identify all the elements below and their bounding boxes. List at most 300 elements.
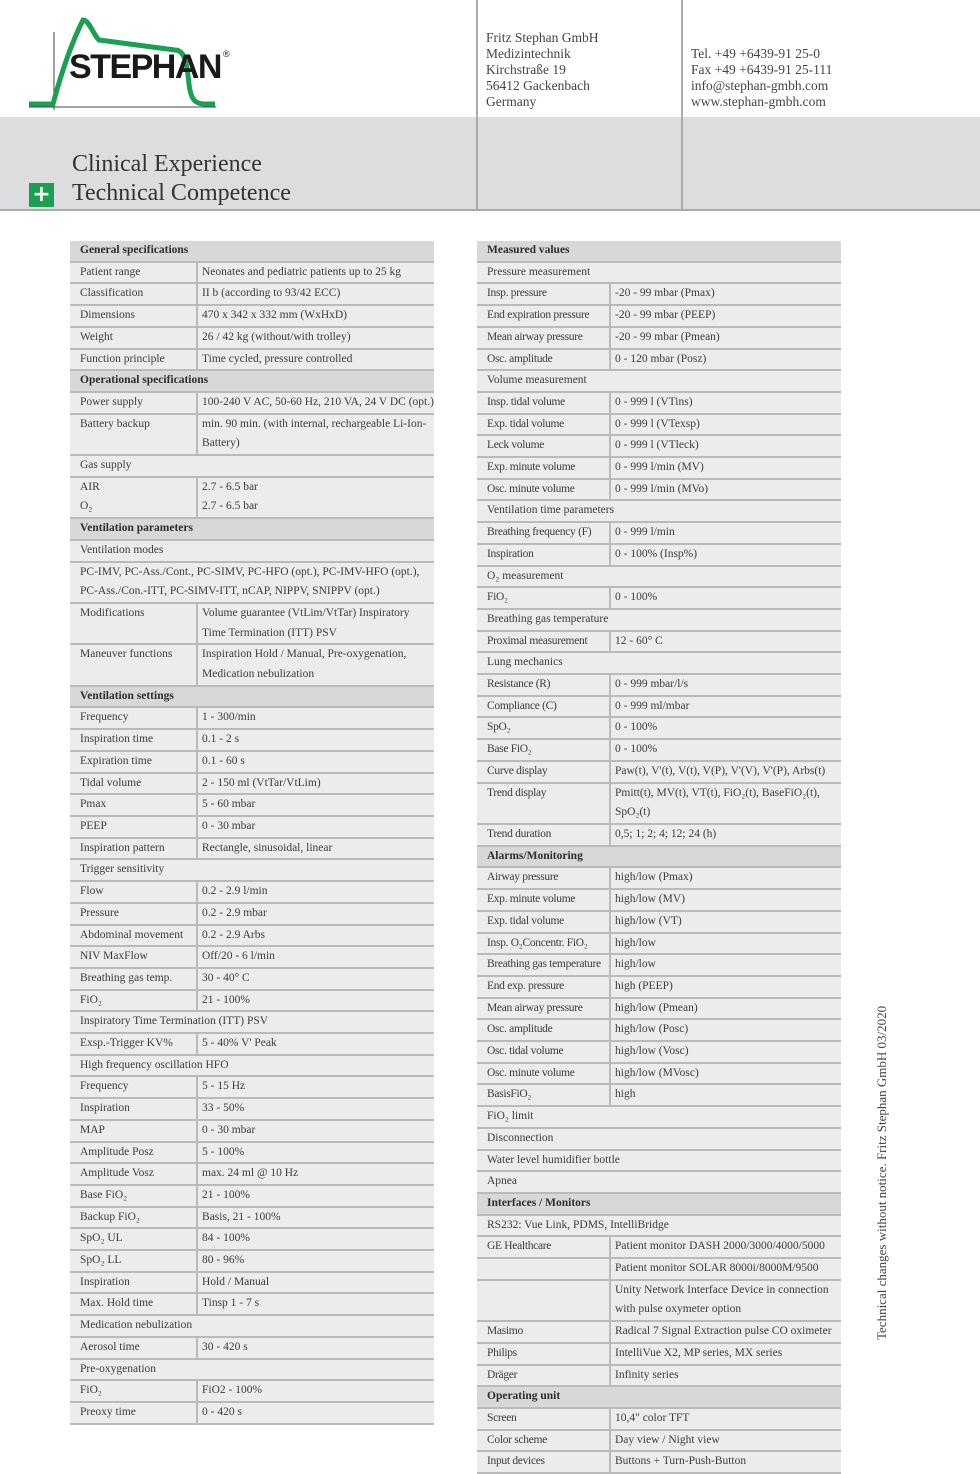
section-header — [477, 1194, 841, 1216]
address-line: Fritz Stephan GmbH — [486, 30, 599, 45]
spec-label: FiO₂ — [70, 991, 198, 1011]
spec-label: FiO₂ — [70, 1381, 198, 1401]
subsection-label: Inspiratory Time Termination (ITT) PSV — [80, 1015, 269, 1028]
spec-label: Airway pressure — [477, 868, 611, 888]
spec-row — [477, 697, 841, 719]
subsection-row — [477, 263, 841, 285]
spec-label: Breathing gas temp. — [70, 969, 198, 989]
spec-row — [477, 545, 841, 567]
spec-value: 80 - 96% — [202, 1254, 245, 1267]
spec-value: Rectangle, sinusoidal, linear — [202, 841, 333, 854]
header-divider — [0, 209, 980, 211]
address-line: Kirchstraße 19 — [486, 62, 566, 77]
spec-label: Inspiration — [70, 1273, 198, 1293]
spec-label: Osc. tidal volume — [477, 1042, 611, 1062]
spec-row — [477, 1452, 841, 1474]
spec-value: 2.7 - 6.5 bar — [202, 500, 258, 513]
spec-row — [477, 436, 841, 458]
spec-value: Volume guarantee (VtLim/VtTar) Inspiratory Time Termination (ITT) PSV — [202, 606, 410, 639]
spec-label: Osc. minute volume — [477, 480, 611, 500]
spec-label: Color scheme — [477, 1431, 611, 1451]
subsection-label: Ventilation modes — [80, 543, 164, 556]
spec-label: SpO₂ UL — [70, 1229, 198, 1249]
spec-label: Patient range — [70, 263, 198, 283]
spec-row — [70, 991, 434, 1013]
spec-label: Insp. pressure — [477, 284, 611, 304]
spec-value: high/low (VT) — [615, 914, 682, 927]
subsection-row — [477, 371, 841, 393]
spec-value: 5 - 100% — [202, 1145, 245, 1158]
spec-value: Unity Network Interface Device in connection with pulse oxymeter option — [615, 1283, 829, 1316]
section-header — [477, 1387, 841, 1409]
spec-row — [70, 904, 434, 926]
spec-label: Trend display — [477, 784, 611, 823]
spec-row — [477, 955, 841, 977]
spec-value: high/low (Pmax) — [615, 871, 693, 884]
spec-row — [70, 795, 434, 817]
spec-value: 0 - 999 l (VTleck) — [615, 439, 699, 452]
website-link[interactable]: www.stephan-gmbh.com — [691, 94, 826, 109]
spec-label: Exp. minute volume — [477, 458, 611, 478]
spec-value: Radical 7 Signal Extraction pulse CO oximeter — [615, 1325, 832, 1338]
spec-row — [70, 1099, 434, 1121]
tagline-line-1: Clinical Experience — [72, 151, 262, 177]
spec-value: -20 - 99 mbar (Pmean) — [615, 330, 720, 343]
spec-row — [70, 1186, 434, 1208]
spec-table-right — [477, 241, 841, 1474]
spec-label: NIV MaxFlow — [70, 947, 198, 967]
spec-value: 0 - 999 l/min — [615, 526, 675, 539]
spec-value: -20 - 99 mbar (Pmax) — [615, 287, 715, 300]
stephan-logo — [25, 14, 230, 114]
logo-wordmark: STEPHAN — [69, 48, 221, 86]
spec-label: Classification — [70, 284, 198, 304]
spec-label: Function principle — [70, 350, 198, 370]
spec-value: Pmitt(t), MV(t), VT(t), FiO₂(t), BaseFiO₂(t), SpO₂(t) — [615, 786, 820, 819]
spec-label: Trend duration — [477, 825, 611, 845]
subsection-label: PC-IMV, PC-Ass./Cont., PC-SIMV, PC-HFO (opt.), PC-IMV-HFO (opt.), PC-Ass./Con.-ITT, PC-SIMV-ITT, nCAP, NIPPV, SNIPPV (opt.) — [80, 565, 420, 598]
spec-value: 26 / 42 kg (without/with trolley) — [202, 330, 351, 343]
spec-row — [70, 926, 434, 948]
spec-label: Amplitude Vosz — [70, 1164, 198, 1184]
spec-row — [70, 1273, 434, 1295]
spec-row — [477, 1344, 841, 1366]
spec-value: 0 - 999 ml/mbar — [615, 699, 690, 712]
spec-row — [70, 263, 434, 285]
spec-label: Inspiration — [70, 1099, 198, 1119]
spec-value: 30 - 40° C — [202, 971, 250, 984]
spec-label: Breathing frequency (F) — [477, 523, 611, 543]
spec-row — [477, 1064, 841, 1086]
spec-label: Breathing gas temperature — [477, 955, 611, 975]
spec-label: Dräger — [477, 1366, 611, 1386]
spec-row — [70, 415, 434, 456]
spec-label: Insp. O₂Concentr. FiO₂ — [477, 934, 611, 954]
spec-row — [477, 912, 841, 934]
spec-value: max. 24 ml @ 10 Hz — [202, 1167, 299, 1180]
spec-row — [70, 1077, 434, 1099]
spec-row — [477, 934, 841, 956]
spec-label: Philips — [477, 1344, 611, 1364]
spec-value: 0,5; 1; 2; 4; 12; 24 (h) — [615, 827, 717, 840]
tagline-line-2: Technical Competence — [72, 180, 291, 206]
spec-label: MAP — [70, 1121, 198, 1141]
section-title: General specifications — [80, 244, 189, 256]
subsection-row — [70, 1360, 434, 1382]
spec-row — [70, 1143, 434, 1165]
spec-value: 84 - 100% — [202, 1232, 250, 1245]
spec-row — [70, 604, 434, 645]
spec-value: Inspiration Hold / Manual, Pre-oxygenation, Medication nebulization — [202, 648, 407, 681]
spec-label: Pressure — [70, 904, 198, 924]
spec-row — [477, 588, 841, 610]
subsection-row — [477, 1129, 841, 1151]
spec-value: FiO2 - 100% — [202, 1384, 263, 1397]
spec-row — [477, 523, 841, 545]
spec-value: II b (according to 93/42 ECC) — [202, 287, 341, 300]
spec-label: End expiration pressure — [477, 306, 611, 326]
section-header — [70, 687, 434, 709]
spec-label: Backup FiO₂ — [70, 1208, 198, 1228]
subsection-label: Apnea — [487, 1175, 518, 1188]
spec-row — [70, 817, 434, 839]
spec-value: 0 - 999 l (VTins) — [615, 395, 693, 408]
spec-label: SpO₂ LL — [70, 1251, 198, 1271]
spec-label: Inspiration pattern — [70, 839, 198, 859]
section-header — [477, 241, 841, 263]
spec-value: 5 - 15 Hz — [202, 1080, 246, 1093]
spec-row — [477, 1020, 841, 1042]
spec-row — [70, 730, 434, 752]
email-link[interactable]: info@stephan-gmbh.com — [691, 78, 829, 93]
subsection-label: High frequency oscillation HFO — [80, 1058, 229, 1071]
spec-value: 0 - 999 l (VTexsp) — [615, 417, 700, 430]
spec-row — [477, 328, 841, 350]
section-header — [70, 241, 434, 263]
company-contact — [691, 46, 832, 110]
subsection-row — [70, 456, 434, 478]
subsection-label: Pre-oxygenation — [80, 1362, 157, 1375]
spec-row — [70, 708, 434, 730]
spec-value: -20 - 99 mbar (PEEP) — [615, 309, 716, 322]
spec-row — [70, 774, 434, 796]
spec-value: 0 - 120 mbar (Posz) — [615, 352, 707, 365]
subsection-row — [477, 1216, 841, 1238]
spec-row — [477, 999, 841, 1021]
spec-label: Exsp.-Trigger KV% — [70, 1034, 198, 1054]
spec-value: 0.1 - 60 s — [202, 754, 245, 767]
spec-label: Proximal measurement — [477, 632, 611, 652]
subsection-label: Medication nebulization — [80, 1319, 193, 1332]
spec-value: 0.2 - 2.9 l/min — [202, 885, 268, 898]
spec-label: PEEP — [70, 817, 198, 837]
spec-label: Input devices — [477, 1452, 611, 1472]
spec-row — [477, 350, 841, 372]
spec-row — [70, 1294, 434, 1316]
spec-label: Osc. amplitude — [477, 1020, 611, 1040]
spec-value: 30 - 420 s — [202, 1340, 248, 1353]
spec-row — [477, 415, 841, 437]
spec-row — [70, 752, 434, 774]
spec-label: Battery backup — [70, 415, 198, 454]
fax: Fax +49 +6439-91 25-111 — [691, 62, 833, 77]
spec-label: Power supply — [70, 393, 198, 413]
subsection-row — [70, 541, 434, 563]
spec-value: 21 - 100% — [202, 993, 250, 1006]
spec-value: 100-240 V AC, 50-60 Hz, 210 VA, 24 V DC (opt.) — [202, 395, 434, 408]
spec-row — [477, 868, 841, 890]
spec-value: 5 - 60 mbar — [202, 798, 256, 811]
header-column-divider — [476, 0, 478, 210]
spec-row — [477, 1322, 841, 1344]
spec-table-left — [70, 241, 434, 1425]
section-title: Alarms/Monitoring — [487, 849, 583, 862]
subsection-row — [70, 1316, 434, 1338]
spec-row — [477, 675, 841, 697]
spec-label: Base FiO₂ — [477, 740, 611, 760]
spec-label: Masimo — [477, 1322, 611, 1342]
spec-row — [477, 306, 841, 328]
spec-value: 0 - 100% (Insp%) — [615, 547, 698, 560]
spec-value: 0.2 - 2.9 Arbs — [202, 928, 265, 941]
company-address — [486, 30, 599, 110]
spec-label: Leck volume — [477, 436, 611, 456]
spec-value: high — [615, 1088, 636, 1101]
spec-row — [477, 284, 841, 306]
spec-label: Dimensions — [70, 306, 198, 326]
spec-label: Preoxy time — [70, 1403, 198, 1423]
spec-value: high/low (Posc) — [615, 1023, 689, 1036]
spec-row — [477, 1085, 841, 1107]
spec-label: Flow — [70, 882, 198, 902]
subsection-row — [70, 1012, 434, 1034]
spec-row — [477, 762, 841, 784]
subsection-label: FiO₂ limit — [487, 1110, 534, 1123]
spec-value: min. 90 min. (with internal, rechargeable Li-Ion-Battery) — [202, 417, 427, 450]
logo-wordmark-group — [69, 50, 230, 84]
spec-value: high/low (Pmean) — [615, 1001, 698, 1014]
section-header — [70, 519, 434, 541]
spec-value: Buttons + Turn-Push-Button — [615, 1455, 747, 1468]
spec-value: 0 - 30 mbar — [202, 1123, 256, 1136]
spec-row — [70, 393, 434, 415]
spec-label: Pmax — [70, 795, 198, 815]
subsection-row — [477, 501, 841, 523]
spec-label: Exp. tidal volume — [477, 415, 611, 435]
subsection-row — [477, 567, 841, 589]
spec-label: Maneuver functions — [70, 645, 198, 684]
spec-value: 1 - 300/min — [202, 711, 256, 724]
spec-label: Amplitude Posz — [70, 1143, 198, 1163]
spec-label: Base FiO₂ — [70, 1186, 198, 1206]
spec-label: BasisFiO₂ — [477, 1085, 611, 1105]
spec-row — [70, 1164, 434, 1186]
spec-label: Insp. tidal volume — [477, 393, 611, 413]
spec-label: O₂ — [70, 497, 198, 517]
spec-row — [70, 1208, 434, 1230]
spec-value: 33 - 50% — [202, 1102, 245, 1115]
spec-row — [70, 947, 434, 969]
spec-value: 0.1 - 2 s — [202, 733, 240, 746]
spec-value: 0 - 100% — [615, 721, 658, 734]
spec-label: Max. Hold time — [70, 1294, 198, 1314]
spec-label: Tidal volume — [70, 774, 198, 794]
spec-row — [70, 882, 434, 904]
disclaimer-note: Technical changes without notice. Fritz Stephan GmbH 03/2020 — [874, 1005, 889, 1340]
spec-label: Compliance (C) — [477, 697, 611, 717]
spec-value: 0 - 999 l/min (MV) — [615, 461, 704, 474]
subsection-label: O₂ measurement — [487, 569, 564, 582]
spec-label: GE Healthcare — [477, 1237, 611, 1257]
section-header — [70, 371, 434, 393]
spec-row — [70, 645, 434, 686]
address-line: Medizintechnik — [486, 46, 571, 61]
spec-label: Curve display — [477, 762, 611, 782]
spec-value: 0 - 420 s — [202, 1405, 242, 1418]
subsection-row — [477, 1107, 841, 1129]
spec-value: 0 - 999 l/min (MVo) — [615, 482, 709, 495]
subsection-row — [70, 563, 434, 604]
spec-value: 12 - 60° C — [615, 634, 663, 647]
subsection-row — [477, 1151, 841, 1173]
section-title: Interfaces / Monitors — [487, 1196, 591, 1209]
spec-row — [70, 478, 434, 498]
spec-label: Modifications — [70, 604, 198, 643]
spec-label: Resistance (R) — [477, 675, 611, 695]
spec-label: Osc. amplitude — [477, 350, 611, 370]
spec-row — [477, 1042, 841, 1064]
plus-icon: + — [29, 183, 54, 207]
spec-row — [477, 1237, 841, 1259]
subsection-row — [477, 1172, 841, 1194]
spec-row — [477, 480, 841, 502]
spec-value: high/low — [615, 958, 656, 971]
spec-row — [477, 718, 841, 740]
spec-label: FiO₂ — [477, 588, 611, 608]
spec-row — [477, 1259, 841, 1281]
spec-row — [70, 328, 434, 350]
subsection-row — [70, 1056, 434, 1078]
spec-label: Inspiration — [477, 545, 611, 565]
spec-label: Screen — [477, 1409, 611, 1429]
spec-row — [477, 977, 841, 999]
spec-value: 470 x 342 x 332 mm (WxHxD) — [202, 309, 348, 322]
spec-value: Neonates and pediatric patients up to 25 kg — [202, 265, 401, 278]
tagline — [72, 150, 291, 208]
spec-label: Abdominal movement — [70, 926, 198, 946]
spec-row — [477, 458, 841, 480]
spec-value: Infinity series — [615, 1368, 679, 1381]
spec-value: Off/20 - 6 l/min — [202, 950, 275, 963]
subsection-label: Gas supply — [80, 459, 132, 472]
subsection-label: Trigger sensitivity — [80, 863, 165, 876]
subsection-label: Disconnection — [487, 1131, 554, 1144]
spec-value: Time cycled, pressure controlled — [202, 352, 353, 365]
spec-label: Inspiration time — [70, 730, 198, 750]
section-title: Operating unit — [487, 1390, 561, 1403]
subsection-row — [477, 653, 841, 675]
spec-label: Frequency — [70, 1077, 198, 1097]
spec-value: 0.2 - 2.9 mbar — [202, 906, 267, 919]
spec-row — [477, 632, 841, 654]
spec-label: Osc. minute volume — [477, 1064, 611, 1084]
spec-value: 0 - 30 mbar — [202, 819, 256, 832]
spec-value: 0 - 100% — [615, 743, 658, 756]
spec-value: 10,4" color TFT — [615, 1411, 690, 1424]
spec-row — [477, 1281, 841, 1322]
spec-row — [70, 1121, 434, 1143]
spec-row — [70, 1034, 434, 1056]
registered-mark: ® — [222, 49, 230, 59]
spec-row — [70, 1338, 434, 1360]
spec-row — [477, 825, 841, 847]
section-title: Measured values — [487, 244, 570, 256]
spec-row — [70, 306, 434, 328]
spec-label: Aerosol time — [70, 1338, 198, 1358]
spec-value: IntelliVue X2, MP series, MX series — [615, 1346, 783, 1359]
spec-row — [70, 284, 434, 306]
spec-label: Mean airway pressure — [477, 999, 611, 1019]
spec-label: Expiration time — [70, 752, 198, 772]
address-line: 56412 Gackenbach — [486, 78, 590, 93]
spec-row — [70, 350, 434, 372]
spec-value: high/low (Vosc) — [615, 1045, 689, 1058]
spec-row — [70, 497, 434, 519]
spec-value: Paw(t), V'(t), V(t), V(P), V'(V), V'(P), Arbs(t) — [615, 764, 826, 777]
subsection-label: Breathing gas temperature — [487, 612, 609, 625]
spec-value: Patient monitor DASH 2000/3000/4000/5000 — [615, 1240, 825, 1253]
subsection-label: Volume measurement — [487, 374, 587, 387]
spec-row — [70, 1229, 434, 1251]
subsection-row — [70, 860, 434, 882]
spec-label — [477, 1259, 611, 1279]
spec-value: Patient monitor SOLAR 8000i/8000M/9500 — [615, 1262, 819, 1275]
subsection-label: Water level humidifier bottle — [487, 1153, 620, 1166]
spec-value: 21 - 100% — [202, 1188, 250, 1201]
spec-value: Hold / Manual — [202, 1275, 270, 1288]
spec-value: high/low — [615, 936, 656, 949]
spec-row — [477, 890, 841, 912]
subsection-row — [477, 610, 841, 632]
spec-row — [70, 839, 434, 861]
subsection-label: Lung mechanics — [487, 656, 563, 669]
spec-value: 0 - 100% — [615, 591, 658, 604]
spec-row — [477, 393, 841, 415]
spec-label — [477, 1281, 611, 1320]
spec-value: Basis, 21 - 100% — [202, 1210, 281, 1223]
spec-value: high (PEEP) — [615, 979, 673, 992]
spec-row — [477, 1409, 841, 1431]
spec-value: Day view / Night view — [615, 1433, 720, 1446]
spec-row — [477, 784, 841, 825]
section-title: Ventilation settings — [80, 689, 174, 702]
spec-label: Weight — [70, 328, 198, 348]
spec-value: high/low (MVosc) — [615, 1066, 699, 1079]
spec-label: Mean airway pressure — [477, 328, 611, 348]
spec-label: AIR — [70, 478, 198, 498]
spec-value: 0 - 999 mbar/l/s — [615, 678, 689, 691]
section-title: Operational specifications — [80, 374, 209, 387]
spec-row — [477, 1431, 841, 1453]
spec-label: End exp. pressure — [477, 977, 611, 997]
spec-row — [477, 740, 841, 762]
header-column-divider — [681, 0, 683, 210]
spec-row — [477, 1366, 841, 1388]
spec-row — [70, 1251, 434, 1273]
section-title: Ventilation parameters — [80, 522, 193, 535]
spec-value: 2.7 - 6.5 bar — [202, 480, 258, 493]
spec-row — [70, 1403, 434, 1425]
